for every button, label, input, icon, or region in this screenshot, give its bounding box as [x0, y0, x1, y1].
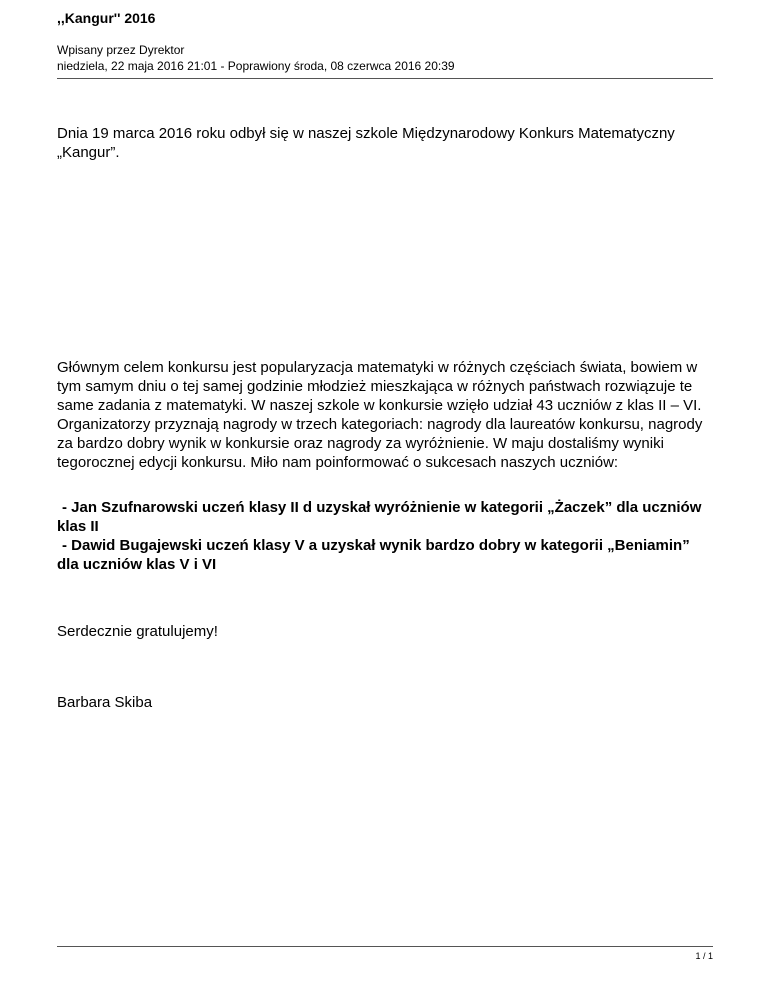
- author-line: Wpisany przez Dyrektor: [57, 43, 185, 57]
- page-number: 1 / 1: [695, 951, 713, 961]
- header-divider: [57, 78, 713, 79]
- winner-text: Jan Szufnarowski uczeń klasy II d uzyskał wyróżnienie w kategorii „Żaczek” dla uczniów klas II: [57, 499, 702, 535]
- description-paragraph: Głównym celem konkursu jest popularyzacja matematyki w różnych częściach świata, bowiem w tym samym dniu o tej samej godzinie młodzież mieszkająca w różnych państwach rozwiązuje te same zadania z matematyki. W naszej szkole w konkursie wzięło udział 43 uczniów z klas II – VI. Organizatorzy przyznają nagrody w trzech kategoriach: nagrody dla laureatów konkursu, nagrody za bardzo dobry wynik w konkursie oraz nagrody za wyróżnienie. W maju dostaliśmy wyniki tegorocznej edycji konkursu. Miło nam poinformować o sukcesach naszych uczniów:: [57, 359, 703, 471]
- date-line: niedziela, 22 maja 2016 21:01 - Poprawiony środa, 08 czerwca 2016 20:39: [57, 59, 455, 73]
- intro-paragraph: Dnia 19 marca 2016 roku odbył się w naszej szkole Międzynarodowy Konkurs Matematyczny „Kangur”.: [57, 125, 675, 161]
- congrats-paragraph: Serdecznie gratulujemy!: [57, 623, 218, 640]
- footer-divider: [57, 946, 713, 947]
- signature: Barbara Skiba: [57, 694, 153, 711]
- list-dash: -: [62, 499, 72, 516]
- article-header: [57, 8, 713, 74]
- article-title: ,,Kangur'' 2016: [57, 10, 156, 26]
- list-dash: -: [62, 537, 72, 554]
- article-meta: [57, 42, 713, 74]
- winner-item: [57, 498, 713, 536]
- winner-item: [57, 536, 713, 574]
- winners-list: [57, 498, 713, 574]
- winner-text: Dawid Bugajewski uczeń klasy V a uzyskał wynik bardzo dobry w kategorii „Beniamin” dla uczniów klas V i VI: [57, 537, 690, 573]
